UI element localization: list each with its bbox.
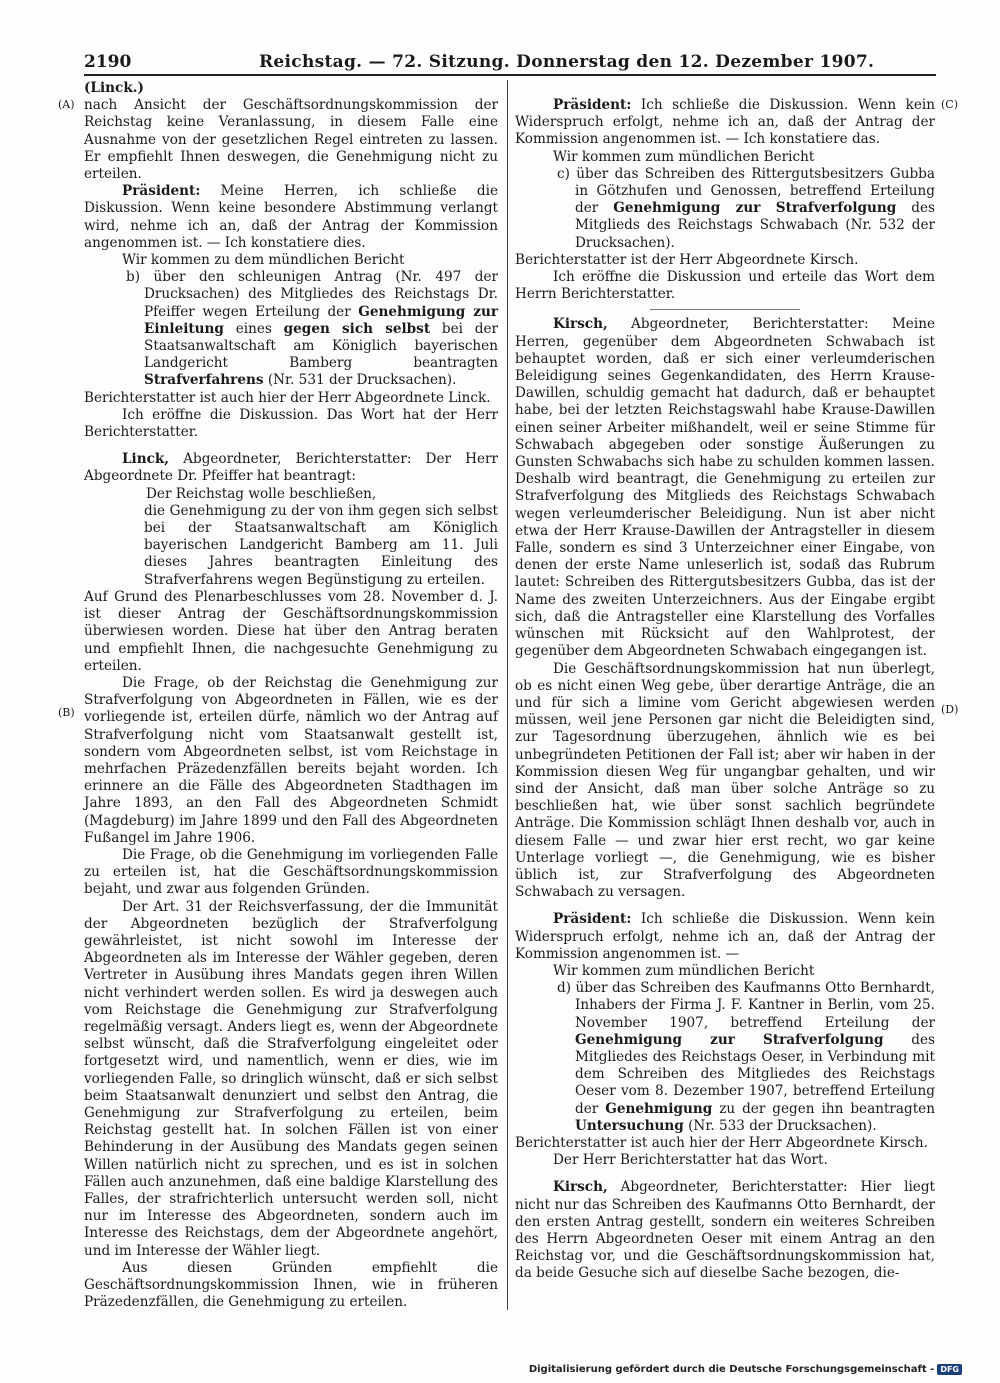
agenda-item-c: c) über das Schreiben des Rittergutsbesitzers Gubba in Götzhufen und Genossen, betreffend Erteilung der Genehmigung zur Strafverfolgung des Mitglieds des Reichstags Schwabach (Nr. 532 der Drucksachen). — [557, 165, 935, 251]
paragraph: Wir kommen zum mündlichen Bericht — [553, 148, 815, 165]
margin-label-c: (C) — [941, 98, 958, 111]
paragraph: Ich eröffne die Diskussion. Das Wort hat der Herr Berichterstatter. — [84, 406, 498, 441]
paragraph: Der Herr Berichterstatter hat das Wort. — [553, 1152, 828, 1169]
right-column — [515, 80, 935, 1283]
paragraph: Der Art. 31 der Reichsverfassung, der die Immunität der Abgeordneten bezüglich der Strafverfolgung gewährleistet, ist nicht sowohl im Interesse der Abgeordneten als im Interesse der Wähler gegeben, deren Vertreter in Ausübung ihres Mandats gegen ihren Willen nicht verhindert werden sollen. Es wird ja deswegen auch vom Reichstage die Genehmigung zur Strafverfolgung regelmäßig versagt. Anders liegt es, wenn der Abgeordnete selbst wünscht, daß die Strafverfolgung eingeleitet oder fortgesetzt wird, und namentlich, wenn er dies, wie im vorliegenden Falle, so dringlich wünscht, daß er sich selbst beim Staatsanwalt denunziert und selbst den Antrag, die Genehmigung zur Strafverfolgung zu erteilen, beim Reichstag gestellt hat. In solchen Fällen ist von einer Behinderung in der Ausübung des Mandats gegen seinen Willen natürlich nicht zu sprechen, und es ist in solchen Fällen auch anzunehmen, daß eine baldige Klarstellung des Falles, der strafrichterlich untersucht werden soll, nicht nur im Interesse des Abgeordneten, sondern auch im Interesse des Reichstags, dem der Abgeordnete angehört, und im Interesse der Wähler liegt. — [84, 898, 498, 1259]
agenda-item-b: b) über den schleunigen Antrag (Nr. 497 der Drucksachen) des Mitgliedes des Reichstags Dr. Pfeiffer wegen Erteilung der Genehmigung zur Einleitung eines gegen sich selbst bei der Staatsanwaltschaft am Königlich bayerischen Landgericht Bamberg beantragten Strafverfahrens (Nr. 531 der Drucksachen). — [126, 269, 498, 389]
speaker-name: Präsident: — [553, 97, 632, 113]
speaker-tag: (Linck.) — [84, 80, 144, 96]
margin-label-a: (A) — [58, 98, 75, 111]
left-column — [84, 80, 498, 1311]
paragraph: Die Frage, ob die Genehmigung im vorliegenden Falle zu erteilen ist, hat die Geschäftsordnungskommission bejaht, und zwar aus folgenden Gründen. — [84, 846, 498, 898]
paragraph: Die Frage, ob der Reichstag die Genehmigung zur Strafverfolgung von Abgeordneten in Fällen, wie es der vorliegende ist, erteilen dürfe, nämlich wo der Antrag auf Strafverfolgung nicht vom Staatsanwalt gestellt ist, sondern vom Abgeordneten selbst, ist vom Reichstage in mehrfachen Präzedenzfällen bereits bejaht worden. Ich erinnere an die Fälle des Abgeordneten Stadthagen im Jahre 1893, an den Fall des Abgeordneten Schmidt (Magdeburg) im Jahre 1899 und den Fall des Abgeordneten Fußangel im Jahre 1906. — [84, 674, 498, 846]
margin-label-d: (D) — [941, 703, 959, 716]
paragraph: Die Geschäftsordnungskommission hat nun überlegt, ob es nicht einen Weg gebe, über derartige Anträge, die an und für sich a limine vom Gericht abgewiesen werden müssen, weil jene Personen gar nicht die Beleidigten sind, zur Tagesordnung überzugehen, ähnlich wie es bei unbegründeten Petitionen der Fall ist; aber wir haben in der Kommission diesen Weg für ungangbar gehalten, und wir sind der Ansicht, daß man über solche Anträge so zu beschließen hat, wie über sonst sachlich begründete Anträge. Die Kommission schlägt Ihnen deshalb vor, auch in diesem Falle — und zwar hier erst recht, wo gar keine Unterlage vorliegt —, die Genehmigung, wie es bisher üblich ist, zur Strafverfolgung des Abgeordneten Schwabach zu versagen. — [515, 660, 935, 901]
quote: die Genehmigung zu der von ihm gegen sich selbst bei der Staatsanwaltschaft am Königlich bayerischen Landgericht Bamberg am 11. Juli dieses Jahres beantragten Einleitung des Strafverfahrens wegen Begünstigung zu erteilen. — [144, 502, 498, 588]
speaker-name: Präsident: — [122, 183, 201, 200]
paragraph: Berichterstatter ist auch hier der Herr Abgeordnete Kirsch. — [515, 1134, 928, 1151]
paragraph: Ich eröffne die Diskussion und erteile das Wort dem Herrn Berichterstatter. — [515, 269, 935, 303]
paragraph: Präsident: Ich schließe die Diskussion. Wenn kein Widerspruch erfolgt, nehme ich an, daß der Antrag der Kommission angenommen ist. — — [515, 911, 935, 962]
page-number: 2190 — [84, 52, 132, 72]
paragraph: Wir kommen zu dem mündlichen Bericht — [122, 252, 405, 269]
paragraph: Präsident: Ich schließe die Diskussion. Wenn kein Widerspruch erfolgt, nehme ich an, daß der Antrag der Kommission angenommen ist. — Ich konstatiere das. — [515, 97, 935, 148]
paragraph: Linck, Abgeordneter, Berichterstatter: Der Herr Abgeordnete Dr. Pfeiffer hat beantragt: — [84, 451, 498, 485]
paragraph: Aus diesen Gründen empfiehlt die Geschäftsordnungskommission Ihnen, wie in früheren Präzedenzfällen, die Genehmigung zu erteilen. — [84, 1259, 498, 1311]
separator — [650, 309, 800, 310]
margin-label-b: (B) — [58, 706, 75, 719]
paragraph: Berichterstatter ist auch hier der Herr Abgeordnete Linck. — [84, 389, 491, 406]
speaker-name: Kirsch, — [553, 1179, 608, 1196]
paragraph: Wir kommen zum mündlichen Bericht — [553, 962, 815, 979]
header-rule — [84, 74, 936, 76]
paragraph: Präsident: Meine Herren, ich schließe die Diskussion. Wenn keine besondere Abstimmung verlangt wird, nehme ich an, daß der Antrag der Kommission angenommen ist. — Ich konstatiere dies. — [84, 183, 498, 251]
agenda-item-d: d) über das Schreiben des Kaufmanns Otto Bernhardt, Inhabers der Firma J. F. Kantner in Berlin, vom 25. November 1907, betreffend Erteilung der Genehmigung zur Strafverfolgung des Mitgliedes des Reichstags Oeser, in Verbindung mit dem Schreiben des Mitgliedes des Reichstags Oeser vom 8. Dezember 1907, betreffend Erteilung der Genehmigung zu der gegen ihn beantragten Untersuchung (Nr. 533 der Drucksachen). — [557, 980, 935, 1134]
speaker-name: Linck, — [122, 451, 170, 468]
quote: Der Reichstag wolle beschließen, — [146, 485, 377, 502]
paragraph: nach Ansicht der Geschäftsordnungskommission der Reichstag keine Veranlassung, in diesem Falle eine Ausnahme von der gesetzlichen Regel eintreten zu lassen. Er empfiehlt Ihnen deswegen, die Genehmigung nicht zu erteilen. — [84, 97, 498, 183]
paragraph: Kirsch, Abgeordneter, Berichterstatter: Hier liegt nicht nur das Schreiben des Kaufmanns Otto Bernhardt, der den ersten Antrag gestellt, sondern ein weiteres Schreiben des Herrn Abgeordneten Oeser mit einem Antrag an den Reichstag vor, und die Geschäftsordnungskommission hat, da beide Gesuche sich auf dieselbe Sache bezogen, die- — [515, 1179, 935, 1282]
speaker-name: Präsident: — [553, 911, 632, 928]
paragraph: Kirsch, Abgeordneter, Berichterstatter: Meine Herren, gegenüber dem Abgeordneten Schwabach ist behauptet worden, daß er sich einer verleumderischen Beleidigung seines Gegenkandidaten, des Herrn Krause-Dawillen, schuldig gemacht hat dadurch, daß er behauptet habe, bei der letzten Reichstagswahl habe Krause-Dawillen einen seiner Arbeiter mißhandelt, weil er seine Stimme für Schwabach abgegeben oder sonstige Äußerungen zu Gunsten Schwabachs sich habe zu schulden kommen lassen. Deshalb wird beantragt, die Genehmigung zu erteilen zur Strafverfolgung des Mitglieds des Reichstags Schwabach wegen verleumderischer Beleidigung. Nun ist aber nicht etwa der Herr Krause-Dawillen der Antragsteller in diesem Falle, sondern es sind 3 Unterzeichner einer Eingabe, von denen der erste Name unleserlich ist, sodaß das Rubrum lautet: Schreiben des Rittergutsbesitzers Gubba, das ist der Name des zweiten Unterzeichners. Aus der Eingabe ergibt sich, daß die Antragsteller eine Klarstellung des Vorfalles wünschen mit Rücksicht auf den Wahlprotest, der gegenüber dem Abgeordneten Schwabach eingegangen ist. — [515, 316, 935, 660]
page-title: Reichstag. — 72. Sitzung. Donnerstag den 12. Dezember 1907. — [259, 52, 875, 72]
dfg-logo: DFG — [937, 1364, 962, 1375]
paragraph: Auf Grund des Plenarbeschlusses vom 28. November d. J. ist dieser Antrag der Geschäftsordnungskommission überwiesen worden. Diese hat über den Antrag beraten und empfiehlt Ihnen, die nachgesuchte Genehmigung zu erteilen. — [84, 588, 498, 674]
footer-credit: Digitalisierung gefördert durch die Deutsche Forschungsgemeinschaft - DFG — [529, 1364, 962, 1375]
paragraph: Berichterstatter ist der Herr Abgeordnete Kirsch. — [515, 251, 859, 268]
speaker-name: Kirsch, — [553, 316, 608, 333]
column-divider — [507, 80, 508, 1310]
